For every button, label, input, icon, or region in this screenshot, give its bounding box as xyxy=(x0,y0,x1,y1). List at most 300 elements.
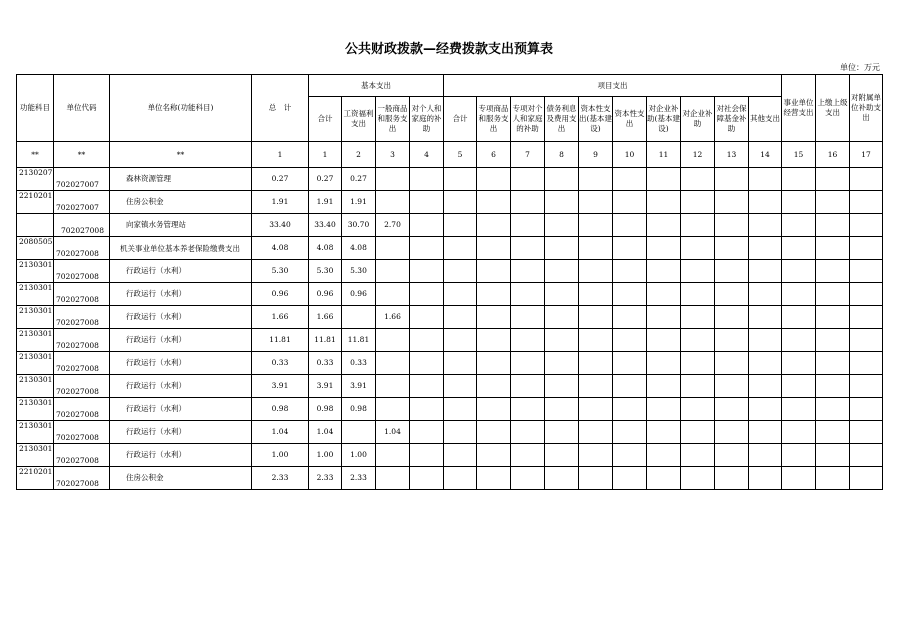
empty-cell xyxy=(410,467,444,490)
basic-total-cell: 0.98 xyxy=(309,398,342,421)
empty-cell xyxy=(647,375,681,398)
basic-total-cell: 1.66 xyxy=(309,306,342,329)
empty-cell xyxy=(579,283,613,306)
empty-cell xyxy=(715,260,749,283)
unit-code-cell: 702027008 xyxy=(54,214,110,237)
empty-cell xyxy=(444,375,477,398)
unit-code-cell: 702027008 xyxy=(54,467,110,490)
index-cell: 13 xyxy=(715,142,749,168)
empty-cell xyxy=(647,168,681,191)
table-row xyxy=(17,191,883,214)
empty-cell xyxy=(444,306,477,329)
empty-cell xyxy=(850,329,883,352)
empty-cell xyxy=(545,214,579,237)
general-goods-cell xyxy=(376,398,410,421)
empty-cell xyxy=(850,237,883,260)
empty-cell xyxy=(579,214,613,237)
empty-cell xyxy=(749,375,782,398)
total-cell: 0.98 xyxy=(252,398,309,421)
empty-cell xyxy=(579,329,613,352)
empty-cell xyxy=(749,329,782,352)
header-debt-interest: 债务利息及费用支出 xyxy=(545,97,579,142)
basic-total-cell: 1.00 xyxy=(309,444,342,467)
salary-cell: 0.33 xyxy=(342,352,376,375)
empty-cell xyxy=(816,444,850,467)
general-goods-cell xyxy=(376,237,410,260)
empty-cell xyxy=(545,398,579,421)
total-cell: 5.30 xyxy=(252,260,309,283)
table-row xyxy=(17,329,883,352)
empty-cell xyxy=(749,260,782,283)
empty-cell xyxy=(647,421,681,444)
empty-cell xyxy=(410,214,444,237)
table-row xyxy=(17,214,883,237)
empty-cell xyxy=(511,306,545,329)
salary-cell: 11.81 xyxy=(342,329,376,352)
empty-cell xyxy=(477,283,511,306)
basic-total-cell: 4.08 xyxy=(309,237,342,260)
empty-cell xyxy=(749,168,782,191)
empty-cell xyxy=(715,306,749,329)
unit-name-cell: 森林资源管理 xyxy=(110,168,252,191)
empty-cell xyxy=(579,444,613,467)
empty-cell xyxy=(715,168,749,191)
index-cell: 9 xyxy=(579,142,613,168)
total-cell: 1.04 xyxy=(252,421,309,444)
empty-cell xyxy=(613,444,647,467)
empty-cell xyxy=(410,444,444,467)
index-cell: 12 xyxy=(681,142,715,168)
general-goods-cell xyxy=(376,375,410,398)
empty-cell xyxy=(545,421,579,444)
unit-code-cell: 702027008 xyxy=(54,329,110,352)
empty-cell xyxy=(850,191,883,214)
total-cell: 33.40 xyxy=(252,214,309,237)
func-code-cell: 2130301 xyxy=(17,329,54,352)
empty-cell xyxy=(613,283,647,306)
empty-cell xyxy=(477,444,511,467)
index-cell: 1 xyxy=(252,142,309,168)
empty-cell xyxy=(647,283,681,306)
func-code-cell: 2130301 xyxy=(17,352,54,375)
empty-cell xyxy=(545,260,579,283)
empty-cell xyxy=(477,214,511,237)
empty-cell xyxy=(782,191,816,214)
empty-cell xyxy=(579,237,613,260)
empty-cell xyxy=(410,398,444,421)
empty-cell xyxy=(681,237,715,260)
empty-cell xyxy=(681,352,715,375)
empty-cell xyxy=(410,237,444,260)
salary-cell: 2.33 xyxy=(342,467,376,490)
empty-cell xyxy=(715,237,749,260)
table-body xyxy=(17,168,883,490)
func-code-cell: 2130301 xyxy=(17,283,54,306)
header-capital-basic: 资本性支出(基本建设) xyxy=(579,97,613,142)
empty-cell xyxy=(749,214,782,237)
empty-cell xyxy=(579,260,613,283)
func-code-cell: 2210201 xyxy=(17,467,54,490)
empty-cell xyxy=(613,306,647,329)
empty-cell xyxy=(782,283,816,306)
empty-cell xyxy=(545,283,579,306)
unit-code-cell: 702027008 xyxy=(54,352,110,375)
empty-cell xyxy=(749,191,782,214)
empty-cell xyxy=(715,214,749,237)
empty-cell xyxy=(511,168,545,191)
header-social-security: 对社会保障基金补助 xyxy=(715,97,749,142)
index-cell: 3 xyxy=(376,142,410,168)
salary-cell: 0.27 xyxy=(342,168,376,191)
empty-cell xyxy=(681,375,715,398)
empty-cell xyxy=(511,329,545,352)
index-cell: 7 xyxy=(511,142,545,168)
header-personal-family: 对个人和家庭的补助 xyxy=(410,97,444,142)
empty-cell xyxy=(647,444,681,467)
empty-cell xyxy=(511,352,545,375)
index-cell: ** xyxy=(54,142,110,168)
empty-cell xyxy=(613,260,647,283)
empty-cell xyxy=(782,444,816,467)
general-goods-cell xyxy=(376,444,410,467)
empty-cell xyxy=(410,283,444,306)
total-cell: 3.91 xyxy=(252,375,309,398)
empty-cell xyxy=(477,421,511,444)
empty-cell xyxy=(410,168,444,191)
general-goods-cell xyxy=(376,329,410,352)
general-goods-cell xyxy=(376,467,410,490)
index-cell: 10 xyxy=(613,142,647,168)
unit-code-cell: 702027008 xyxy=(54,260,110,283)
empty-cell xyxy=(613,237,647,260)
empty-cell xyxy=(511,375,545,398)
basic-total-cell: 0.33 xyxy=(309,352,342,375)
header-basic-total: 合计 xyxy=(309,97,342,142)
header-other: 其他支出 xyxy=(749,97,782,142)
unit-name-cell: 行政运行（水利） xyxy=(110,398,252,421)
empty-cell xyxy=(782,329,816,352)
header-enterprise-basic: 对企业补助(基本建设) xyxy=(647,97,681,142)
empty-cell xyxy=(647,352,681,375)
empty-cell xyxy=(749,444,782,467)
empty-cell xyxy=(749,398,782,421)
func-code-cell: 2130301 xyxy=(17,444,54,467)
empty-cell xyxy=(410,352,444,375)
basic-total-cell: 1.04 xyxy=(309,421,342,444)
empty-cell xyxy=(647,214,681,237)
total-cell: 2.33 xyxy=(252,467,309,490)
empty-cell xyxy=(444,260,477,283)
func-code-cell: 2210201 xyxy=(17,191,54,214)
general-goods-cell: 2.70 xyxy=(376,214,410,237)
empty-cell xyxy=(681,329,715,352)
func-code-cell xyxy=(17,214,54,237)
empty-cell xyxy=(545,191,579,214)
unit-name-cell: 行政运行（水利） xyxy=(110,329,252,352)
salary-cell: 1.91 xyxy=(342,191,376,214)
salary-cell: 0.96 xyxy=(342,283,376,306)
unit-code-cell: 702027007 xyxy=(54,168,110,191)
empty-cell xyxy=(613,421,647,444)
empty-cell xyxy=(681,398,715,421)
empty-cell xyxy=(579,191,613,214)
unit-code-cell: 702027008 xyxy=(54,306,110,329)
unit-code-cell: 702027007 xyxy=(54,191,110,214)
index-cell: 16 xyxy=(816,142,850,168)
empty-cell xyxy=(579,421,613,444)
empty-cell xyxy=(477,352,511,375)
func-code-cell: 2130301 xyxy=(17,421,54,444)
unit-code-cell: 702027008 xyxy=(54,375,110,398)
empty-cell xyxy=(477,306,511,329)
basic-total-cell: 11.81 xyxy=(309,329,342,352)
empty-cell xyxy=(444,191,477,214)
header-basic: 基本支出 xyxy=(309,75,444,97)
empty-cell xyxy=(749,421,782,444)
empty-cell xyxy=(579,375,613,398)
empty-cell xyxy=(715,329,749,352)
empty-cell xyxy=(579,352,613,375)
empty-cell xyxy=(477,375,511,398)
empty-cell xyxy=(444,237,477,260)
unit-code-cell: 702027008 xyxy=(54,421,110,444)
unit-name-cell: 住房公积金 xyxy=(110,467,252,490)
table-row xyxy=(17,237,883,260)
empty-cell xyxy=(681,306,715,329)
table-row xyxy=(17,421,883,444)
header-func-code: 功能科目 xyxy=(17,75,54,142)
total-cell: 0.33 xyxy=(252,352,309,375)
func-code-cell: 2130301 xyxy=(17,375,54,398)
table-row xyxy=(17,375,883,398)
unit-name-cell: 行政运行（水利） xyxy=(110,421,252,444)
empty-cell xyxy=(850,306,883,329)
empty-cell xyxy=(545,352,579,375)
unit-name-cell: 行政运行（水利） xyxy=(110,352,252,375)
empty-cell xyxy=(715,352,749,375)
empty-cell xyxy=(850,260,883,283)
empty-cell xyxy=(545,237,579,260)
header-operating: 事业单位经营支出 xyxy=(782,75,816,142)
unit-code-cell: 702027008 xyxy=(54,398,110,421)
empty-cell xyxy=(477,191,511,214)
empty-cell xyxy=(749,237,782,260)
unit-code-cell: 702027008 xyxy=(54,237,110,260)
header-special-goods: 专项商品和服务支出 xyxy=(477,97,511,142)
table-row xyxy=(17,168,883,191)
empty-cell xyxy=(613,398,647,421)
index-cell: 6 xyxy=(477,142,511,168)
empty-cell xyxy=(647,467,681,490)
unit-name-cell: 行政运行（水利） xyxy=(110,306,252,329)
empty-cell xyxy=(850,283,883,306)
empty-cell xyxy=(715,444,749,467)
total-cell: 1.66 xyxy=(252,306,309,329)
empty-cell xyxy=(477,168,511,191)
empty-cell xyxy=(545,444,579,467)
empty-cell xyxy=(850,375,883,398)
empty-cell xyxy=(647,306,681,329)
empty-cell xyxy=(545,375,579,398)
header-special-personal: 专项对个人和家庭的补助 xyxy=(511,97,545,142)
empty-cell xyxy=(715,421,749,444)
empty-cell xyxy=(850,467,883,490)
empty-cell xyxy=(511,191,545,214)
empty-cell xyxy=(444,329,477,352)
empty-cell xyxy=(579,467,613,490)
unit-name-cell: 机关事业单位基本养老保险缴费支出 xyxy=(110,237,252,260)
unit-label: 单位：万元 xyxy=(840,63,880,72)
empty-cell xyxy=(511,214,545,237)
empty-cell xyxy=(444,398,477,421)
empty-cell xyxy=(444,421,477,444)
empty-cell xyxy=(613,375,647,398)
empty-cell xyxy=(715,283,749,306)
total-cell: 4.08 xyxy=(252,237,309,260)
empty-cell xyxy=(579,168,613,191)
index-cell: 11 xyxy=(647,142,681,168)
empty-cell xyxy=(749,467,782,490)
header-capital: 资本性支出 xyxy=(613,97,647,142)
empty-cell xyxy=(410,375,444,398)
empty-cell xyxy=(444,467,477,490)
index-cell: ** xyxy=(110,142,252,168)
empty-cell xyxy=(511,237,545,260)
general-goods-cell xyxy=(376,191,410,214)
salary-cell: 0.98 xyxy=(342,398,376,421)
salary-cell: 3.91 xyxy=(342,375,376,398)
empty-cell xyxy=(782,352,816,375)
empty-cell xyxy=(477,260,511,283)
header-salary: 工资福利支出 xyxy=(342,97,376,142)
empty-cell xyxy=(647,191,681,214)
empty-cell xyxy=(816,214,850,237)
header-project: 项目支出 xyxy=(444,75,782,97)
unit-name-cell: 住房公积金 xyxy=(110,191,252,214)
general-goods-cell xyxy=(376,283,410,306)
header-general-goods: 一般商品和服务支出 xyxy=(376,97,410,142)
budget-table xyxy=(16,74,883,490)
basic-total-cell: 5.30 xyxy=(309,260,342,283)
basic-total-cell: 2.33 xyxy=(309,467,342,490)
general-goods-cell xyxy=(376,168,410,191)
empty-cell xyxy=(816,306,850,329)
basic-total-cell: 33.40 xyxy=(309,214,342,237)
empty-cell xyxy=(782,306,816,329)
unit-code-cell: 702027008 xyxy=(54,444,110,467)
empty-cell xyxy=(511,421,545,444)
header-unit-name: 单位名称(功能科目) xyxy=(110,75,252,142)
empty-cell xyxy=(410,306,444,329)
unit-name-cell: 行政运行（水利） xyxy=(110,444,252,467)
table-row xyxy=(17,467,883,490)
header-proj-total: 合计 xyxy=(444,97,477,142)
index-cell: 17 xyxy=(850,142,883,168)
func-code-cell: 2130301 xyxy=(17,306,54,329)
basic-total-cell: 3.91 xyxy=(309,375,342,398)
empty-cell xyxy=(545,168,579,191)
empty-cell xyxy=(444,168,477,191)
header-subordinate: 对附属单位补助支出 xyxy=(850,75,883,142)
general-goods-cell: 1.04 xyxy=(376,421,410,444)
empty-cell xyxy=(545,306,579,329)
general-goods-cell: 1.66 xyxy=(376,306,410,329)
basic-total-cell: 0.96 xyxy=(309,283,342,306)
empty-cell xyxy=(850,421,883,444)
header-enterprise: 对企业补助 xyxy=(681,97,715,142)
empty-cell xyxy=(782,260,816,283)
basic-total-cell: 0.27 xyxy=(309,168,342,191)
salary-cell: 1.00 xyxy=(342,444,376,467)
empty-cell xyxy=(782,375,816,398)
empty-cell xyxy=(715,467,749,490)
empty-cell xyxy=(782,421,816,444)
empty-cell xyxy=(681,191,715,214)
empty-cell xyxy=(816,467,850,490)
empty-cell xyxy=(681,283,715,306)
index-cell: 1 xyxy=(309,142,342,168)
func-code-cell: 2130301 xyxy=(17,260,54,283)
table-row xyxy=(17,444,883,467)
empty-cell xyxy=(647,260,681,283)
table-row xyxy=(17,398,883,421)
empty-cell xyxy=(477,329,511,352)
empty-cell xyxy=(850,352,883,375)
empty-cell xyxy=(681,444,715,467)
empty-cell xyxy=(816,352,850,375)
empty-cell xyxy=(681,214,715,237)
empty-cell xyxy=(647,398,681,421)
unit-name-cell: 行政运行（水利） xyxy=(110,283,252,306)
total-cell: 0.96 xyxy=(252,283,309,306)
empty-cell xyxy=(749,352,782,375)
empty-cell xyxy=(511,283,545,306)
total-cell: 1.00 xyxy=(252,444,309,467)
empty-cell xyxy=(850,214,883,237)
unit-name-cell: 行政运行（水利） xyxy=(110,375,252,398)
empty-cell xyxy=(715,398,749,421)
empty-cell xyxy=(477,237,511,260)
empty-cell xyxy=(816,329,850,352)
empty-cell xyxy=(749,283,782,306)
func-code-cell: 2130207 xyxy=(17,168,54,191)
salary-cell: 5.30 xyxy=(342,260,376,283)
empty-cell xyxy=(511,444,545,467)
empty-cell xyxy=(647,329,681,352)
empty-cell xyxy=(613,214,647,237)
salary-cell: 30.70 xyxy=(342,214,376,237)
empty-cell xyxy=(444,352,477,375)
empty-cell xyxy=(782,467,816,490)
unit-name-cell: 向家镇水务管理站 xyxy=(110,214,252,237)
empty-cell xyxy=(749,306,782,329)
empty-cell xyxy=(579,398,613,421)
empty-cell xyxy=(782,398,816,421)
salary-cell: 4.08 xyxy=(342,237,376,260)
header-unit-code: 单位代码 xyxy=(54,75,110,142)
empty-cell xyxy=(647,237,681,260)
empty-cell xyxy=(850,444,883,467)
empty-cell xyxy=(850,398,883,421)
table-row xyxy=(17,352,883,375)
empty-cell xyxy=(410,329,444,352)
empty-cell xyxy=(613,168,647,191)
empty-cell xyxy=(782,168,816,191)
index-cell: 4 xyxy=(410,142,444,168)
index-cell: 5 xyxy=(444,142,477,168)
empty-cell xyxy=(816,421,850,444)
empty-cell xyxy=(511,467,545,490)
